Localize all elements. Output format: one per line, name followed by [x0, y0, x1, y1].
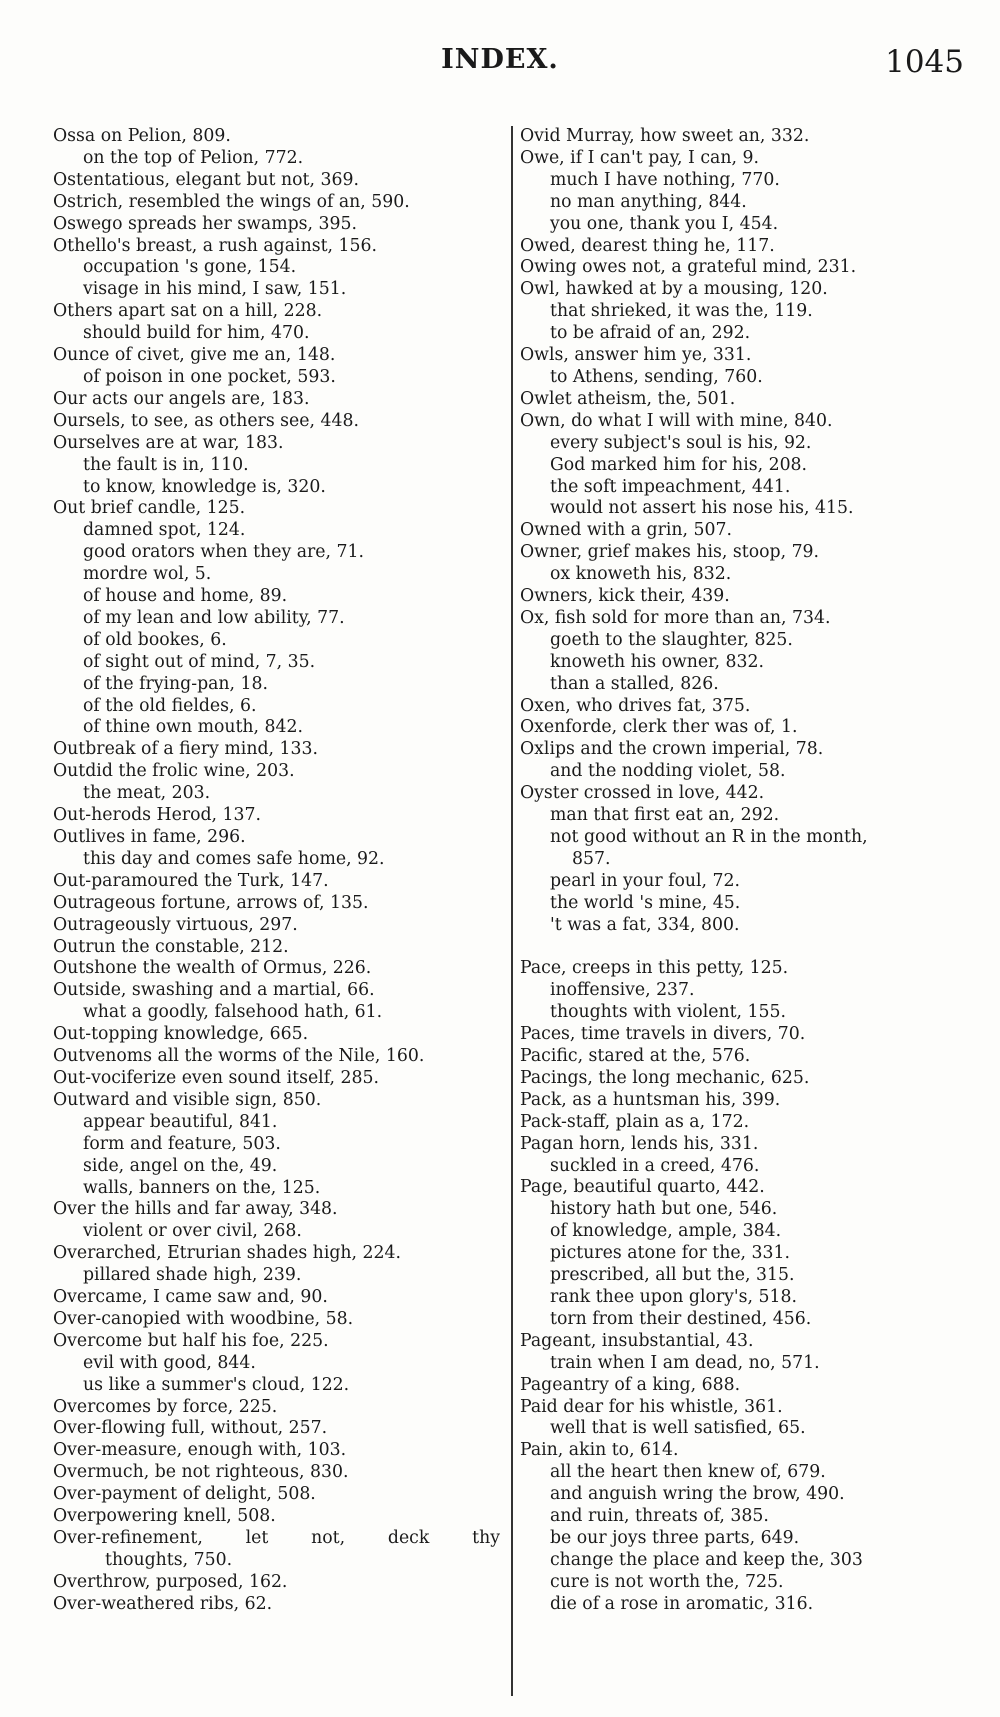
- index-subentry: this day and comes safe home, 92.: [83, 848, 385, 869]
- index-entry: Our acts our angels are, 183.: [53, 388, 310, 409]
- index-subentry: 't was a fat, 334, 800.: [550, 914, 740, 935]
- index-subentry: every subject's soul is his, 92.: [550, 432, 812, 453]
- index-entry: Outrun the constable, 212.: [53, 936, 289, 957]
- index-entry: Othello's breast, a rush against, 156.: [53, 235, 377, 256]
- index-column-left: [53, 126, 508, 1616]
- index-entry: Pack-staff, plain as a, 172.: [520, 1111, 750, 1132]
- index-subentry: torn from their destined, 456.: [550, 1308, 812, 1329]
- index-entry: Outlives in fame, 296.: [53, 827, 246, 847]
- index-entry: Owing owes not, a grateful mind, 231.: [520, 257, 857, 278]
- index-subentry: and ruin, threats of, 385.: [550, 1506, 769, 1527]
- index-entry: Out-paramoured the Turk, 147.: [53, 870, 329, 891]
- index-entry: Outside, swashing and a martial, 66.: [53, 980, 375, 1001]
- index-entry: Owed, dearest thing he, 117.: [520, 235, 775, 256]
- index-entry: Pain, akin to, 614.: [520, 1440, 679, 1461]
- index-subentry: to know, knowledge is, 320.: [83, 476, 326, 497]
- index-entry: Paid dear for his whistle, 361.: [520, 1396, 783, 1417]
- index-entry: Outward and visible sign, 850.: [53, 1089, 322, 1110]
- index-entry: Owls, answer him ye, 331.: [520, 345, 752, 366]
- index-entry: Overthrow, purposed, 162.: [53, 1571, 288, 1592]
- index-entry: Oxlips and the crown imperial, 78.: [520, 739, 824, 760]
- index-subentry: 857.: [572, 848, 611, 869]
- index-entry: Out-topping knowledge, 665.: [53, 1024, 309, 1045]
- index-entry: Overpowering knell, 508.: [53, 1506, 276, 1527]
- index-subentry: violent or over civil, 268.: [83, 1221, 302, 1242]
- section-gap: [520, 937, 965, 959]
- index-entry: Over-weathered ribs, 62.: [53, 1593, 273, 1614]
- index-subentry: thoughts, 750.: [105, 1549, 233, 1570]
- index-subentry: of knowledge, ample, 384.: [550, 1221, 782, 1242]
- index-entry: Out-herods Herod, 137.: [53, 805, 262, 826]
- index-entry: Ostrich, resembled the wings of an, 590.: [53, 191, 410, 212]
- index-entry: Oxenforde, clerk ther was of, 1.: [520, 717, 798, 738]
- index-entry: Own, do what I will with mine, 840.: [520, 410, 833, 431]
- index-entry: Overarched, Etrurian shades high, 224.: [53, 1243, 401, 1264]
- index-entry: Ossa on Pelion, 809.: [53, 126, 231, 146]
- index-entry: Outbreak of a fiery mind, 133.: [53, 739, 318, 760]
- index-entry: Over the hills and far away, 348.: [53, 1199, 338, 1220]
- index-subentry: God marked him for his, 208.: [550, 454, 808, 475]
- index-entry: Pageantry of a king, 688.: [520, 1374, 741, 1395]
- index-subentry: rank thee upon glory's, 518.: [550, 1287, 798, 1308]
- index-subentry: goeth to the slaughter, 825.: [550, 629, 793, 650]
- index-subentry: change the place and keep the, 303: [550, 1549, 863, 1570]
- index-entry: Owe, if I can't pay, I can, 9.: [520, 147, 759, 168]
- index-entry: Overcomes by force, 225.: [53, 1396, 278, 1417]
- index-entry: Oyster crossed in love, 442.: [520, 783, 765, 804]
- index-subentry: to Athens, sending, 760.: [550, 366, 763, 387]
- index-entry: Owl, hawked at by a mousing, 120.: [520, 279, 828, 300]
- index-subentry: good orators when they are, 71.: [83, 542, 364, 563]
- index-entry: Out-vociferize even sound itself, 285.: [53, 1067, 379, 1088]
- index-entry: [53, 1528, 500, 1550]
- page-number: 1045: [885, 44, 964, 80]
- index-subentry: and anguish wring the brow, 490.: [550, 1484, 845, 1505]
- index-subentry: of my lean and low ability, 77.: [83, 607, 345, 628]
- index-column-right: [520, 126, 965, 1616]
- index-subentry: the fault is in, 110.: [83, 454, 249, 475]
- index-subentry: of the old fieldes, 6.: [83, 695, 257, 716]
- index-subentry: the soft impeachment, 441.: [550, 476, 791, 497]
- index-entry-word: deck: [387, 1528, 430, 1548]
- index-subentry: suckled in a creed, 476.: [550, 1155, 760, 1176]
- index-subentry: pictures atone for the, 331.: [550, 1243, 791, 1264]
- index-entry: Overmuch, be not righteous, 830.: [53, 1462, 349, 1483]
- index-subentry: history hath but one, 546.: [550, 1199, 778, 1220]
- index-subentry: you one, thank you I, 454.: [550, 213, 779, 234]
- index-entry: Ounce of civet, give me an, 148.: [53, 345, 336, 366]
- index-subentry: of house and home, 89.: [83, 586, 288, 607]
- index-entry-word: not,: [311, 1528, 346, 1548]
- index-subentry: much I have nothing, 770.: [550, 169, 780, 190]
- index-entry: Overcame, I came saw and, 90.: [53, 1287, 328, 1308]
- index-entry: Overcome but half his foe, 225.: [53, 1330, 329, 1351]
- index-entry: Others apart sat on a hill, 228.: [53, 301, 323, 322]
- index-subentry: mordre wol, 5.: [83, 564, 212, 585]
- index-subentry: pearl in your foul, 72.: [550, 870, 741, 891]
- index-subentry: that shrieked, it was the, 119.: [550, 301, 813, 322]
- index-subentry: to be afraid of an, 292.: [550, 323, 751, 344]
- index-entry: Owned with a grin, 507.: [520, 520, 732, 541]
- index-entry: Owners, kick their, 439.: [520, 586, 730, 607]
- index-entry: Over-measure, enough with, 103.: [53, 1440, 347, 1461]
- index-entry: Over-canopied with woodbine, 58.: [53, 1308, 354, 1329]
- index-entry: Oursels, to see, as others see, 448.: [53, 410, 359, 431]
- index-entry: Ourselves are at war, 183.: [53, 432, 284, 453]
- index-subentry: train when I am dead, no, 571.: [550, 1352, 820, 1373]
- column-divider: [511, 126, 513, 1696]
- page-header-title: INDEX.: [441, 44, 559, 75]
- index-subentry: evil with good, 844.: [83, 1352, 256, 1373]
- index-entry: Owlet atheism, the, 501.: [520, 388, 736, 409]
- index-entry-word: Over-refinement,: [53, 1528, 203, 1548]
- index-subentry: walls, banners on the, 125.: [83, 1177, 321, 1198]
- index-subentry: side, angel on the, 49.: [83, 1155, 278, 1176]
- index-entry: Oswego spreads her swamps, 395.: [53, 213, 358, 234]
- index-entry: Pacings, the long mechanic, 625.: [520, 1067, 810, 1088]
- index-subentry: pillared shade high, 239.: [83, 1265, 302, 1286]
- index-subentry: all the heart then knew of, 679.: [550, 1462, 826, 1483]
- index-subentry: than a stalled, 826.: [550, 673, 719, 694]
- index-entry: Pack, as a huntsman his, 399.: [520, 1089, 781, 1110]
- index-subentry: of thine own mouth, 842.: [83, 717, 304, 738]
- index-entry: Pageant, insubstantial, 43.: [520, 1330, 754, 1351]
- index-subentry: no man anything, 844.: [550, 191, 747, 212]
- index-entry: Pacific, stared at the, 576.: [520, 1046, 751, 1067]
- index-subentry: occupation 's gone, 154.: [83, 257, 297, 278]
- index-entry: Page, beautiful quarto, 442.: [520, 1177, 765, 1198]
- index-subentry: would not assert his nose his, 415.: [550, 498, 854, 519]
- index-subentry: cure is not worth the, 725.: [550, 1571, 784, 1592]
- index-subentry: die of a rose in aromatic, 316.: [550, 1593, 814, 1614]
- index-entry: Paces, time travels in divers, 70.: [520, 1024, 806, 1045]
- index-subentry: appear beautiful, 841.: [83, 1111, 278, 1132]
- index-subentry: well that is well satisfied, 65.: [550, 1418, 806, 1439]
- index-subentry: the meat, 203.: [83, 783, 211, 804]
- index-entry: Ovid Murray, how sweet an, 332.: [520, 126, 810, 146]
- index-subentry: man that first eat an, 292.: [550, 805, 780, 826]
- index-entry: Ostentatious, elegant but not, 369.: [53, 169, 359, 190]
- index-entry: Outdid the frolic wine, 203.: [53, 761, 295, 782]
- index-entry: Outrageously virtuous, 297.: [53, 914, 298, 935]
- index-subentry: visage in his mind, I saw, 151.: [83, 279, 347, 300]
- index-entry: Oxen, who drives fat, 375.: [520, 695, 751, 716]
- index-subentry: of poison in one pocket, 593.: [83, 366, 336, 387]
- index-subentry: damned spot, 124.: [83, 520, 246, 541]
- index-subentry: form and feature, 503.: [83, 1133, 281, 1154]
- index-entry: Over-flowing full, without, 257.: [53, 1418, 328, 1439]
- index-subentry: knoweth his owner, 832.: [550, 651, 764, 672]
- index-subentry: on the top of Pelion, 772.: [83, 147, 304, 168]
- index-subentry: the world 's mine, 45.: [550, 892, 741, 913]
- index-entry: Over-payment of delight, 508.: [53, 1484, 316, 1505]
- index-entry-word: let: [245, 1528, 269, 1548]
- index-subentry: inoffensive, 237.: [550, 980, 695, 1001]
- index-subentry: prescribed, all but the, 315.: [550, 1265, 795, 1286]
- index-subentry: thoughts with violent, 155.: [550, 1002, 786, 1023]
- index-subentry: and the nodding violet, 58.: [550, 761, 786, 782]
- index-subentry: of the frying-pan, 18.: [83, 673, 269, 694]
- index-subentry: us like a summer's cloud, 122.: [83, 1374, 350, 1395]
- index-entry: Outvenoms all the worms of the Nile, 160.: [53, 1046, 425, 1067]
- index-entry: Outrageous fortune, arrows of, 135.: [53, 892, 369, 913]
- index-subentry: of old bookes, 6.: [83, 629, 227, 650]
- index-entry-word: thy: [472, 1528, 500, 1548]
- index-entry: Pagan horn, lends his, 331.: [520, 1133, 759, 1154]
- index-entry: Outshone the wealth of Ormus, 226.: [53, 958, 372, 979]
- index-entry: Owner, grief makes his, stoop, 79.: [520, 542, 820, 563]
- index-entry: Out brief candle, 125.: [53, 498, 246, 519]
- index-subentry: ox knoweth his, 832.: [550, 564, 732, 585]
- index-entry: Ox, fish sold for more than an, 734.: [520, 607, 831, 628]
- index-subentry: should build for him, 470.: [83, 323, 310, 344]
- index-subentry: of sight out of mind, 7, 35.: [83, 651, 316, 672]
- index-entry: Pace, creeps in this petty, 125.: [520, 958, 789, 979]
- index-subentry: what a goodly, falsehood hath, 61.: [83, 1002, 383, 1023]
- index-subentry: not good without an R in the month,: [550, 827, 868, 847]
- index-subentry: be our joys three parts, 649.: [550, 1527, 800, 1548]
